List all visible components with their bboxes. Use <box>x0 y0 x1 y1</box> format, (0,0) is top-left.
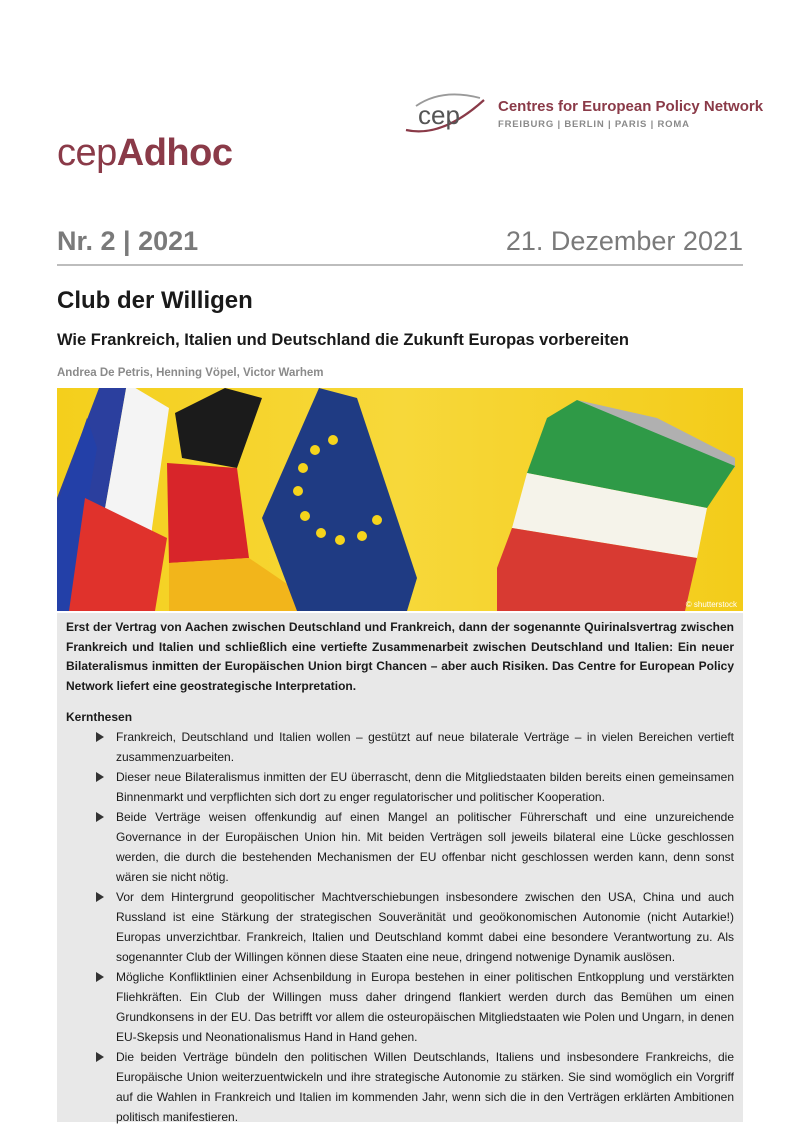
bullet-triangle-icon <box>96 892 104 902</box>
list-item-text: Frankreich, Deutschland und Italien wollen – gestützt auf neue bilaterale Verträge – in vielen Bereichen vertieft zusammenzuarbeiten. <box>116 730 734 765</box>
list-item-text: Die beiden Verträge bündeln den politischen Willen Deutschlands, Italiens und insbesondere Frankreichs, die Europäische Union weiterzuentwickeln und ihre strategische Autonomie zu stärken. Sie sind womöglich ein Vorgriff auf die Wahlen in Frankreich und Italien im kommenden Jahr, wenn sich die in den Verträgen erklärten Ambitionen politisch manifestieren. <box>116 1050 734 1125</box>
header-divider <box>57 264 743 266</box>
logo-mark-text: cep <box>418 100 460 130</box>
document-subtitle: Wie Frankreich, Italien und Deutschland die Zukunft Europas vorbereiten <box>57 331 629 349</box>
cep-network-logo <box>402 92 764 140</box>
network-cities: FREIBURG | BERLIN | PARIS | ROMA <box>498 119 690 130</box>
list-item <box>66 807 734 887</box>
series-name: Adhoc <box>116 132 233 174</box>
bullet-triangle-icon <box>96 772 104 782</box>
flags-photo <box>57 388 743 611</box>
list-item-text: Dieser neue Bilateralismus inmitten der EU überrascht, denn die Mitgliedstaaten bilden bereits einen gemeinsamen Binnenmarkt und verpflichten sich dort zu enger regulatorischer und politischer Kooperation. <box>116 770 734 805</box>
list-item-text: Mögliche Konfliktlinien einer Achsenbildung in Europa bestehen in einer politischen Entkopplung und verstärkten Fliehkräften. Ein Club der Willingen muss daher dringend flankiert werden durch das Bemühen um einen Grundkonsens in der EU. Das betrifft vor allem die osteuropäischen Mitgliedstaaten wie Polen und Ungarn, in denen EU-Skepsis und Neonationalismus Hand in Hand gehen. <box>116 970 734 1045</box>
bullet-triangle-icon <box>96 732 104 742</box>
bullet-triangle-icon <box>96 812 104 822</box>
key-theses-list <box>66 727 734 1127</box>
document-title: Club der Willigen <box>57 287 253 314</box>
cep-logo-mark <box>402 92 488 136</box>
issue-date: 21. Dezember 2021 <box>505 226 743 256</box>
image-credit: © shutterstock <box>685 600 737 609</box>
list-item-text: Beide Verträge weisen offenkundig auf einen Mangel an politischer Führerschaft und eine unzureichende Governance in der Europäischen Union hin. Mit beiden Verträgen soll jeweils bilateral eine Lücke geschlossen werden, die durch die bestehenden Mechanismen der EU offenbar nicht geschlossen werden kann, denn sonst wären sie nicht nötig. <box>116 810 734 885</box>
list-item <box>66 1047 734 1127</box>
issue-number: Nr. 2 | 2021 <box>57 226 199 256</box>
authors: Andrea De Petris, Henning Vöpel, Victor Warhem <box>57 367 324 379</box>
list-item <box>66 967 734 1047</box>
lead-paragraph: Erst der Vertrag von Aachen zwischen Deutschland und Frankreich, dann der sogenannte Quirinalsvertrag zwischen Frankreich und Italien und schließlich eine vertiefte Zusammenarbeit zwischen Deutschland und Italien: Ein neuer Bilateralismus inmitten der Europäischen Union birgt Chancen – aber auch Risiken. Das Centre for European Policy Network liefert eine geostrategische Interpretation. <box>66 620 734 693</box>
summary-box <box>57 613 743 1125</box>
list-item <box>66 727 734 767</box>
bullet-triangle-icon <box>96 972 104 982</box>
list-item <box>66 887 734 967</box>
series-title <box>57 132 233 175</box>
key-theses-heading: Kernthesen <box>66 710 133 725</box>
bullet-triangle-icon <box>96 1052 104 1062</box>
series-prefix: cep <box>57 132 117 174</box>
list-item-text: Vor dem Hintergrund geopolitischer Machtverschiebungen insbesondere zwischen den USA, China und auch Russland ist eine Stärkung der strategischen Souveränität und geoökonomischen Autonomie (nicht Autarkie!) Europas unverzichtbar. Frankreich, Italien und Deutschland kommt dabei eine besondere Verantwortung zu. Als sogenannter Club der Willingen können diese Staaten eine neue, dringend notwenige Dynamik auslösen. <box>116 890 734 965</box>
network-name: Centres for European Policy Network <box>498 98 764 115</box>
list-item <box>66 767 734 807</box>
flags-illustration <box>57 388 743 611</box>
